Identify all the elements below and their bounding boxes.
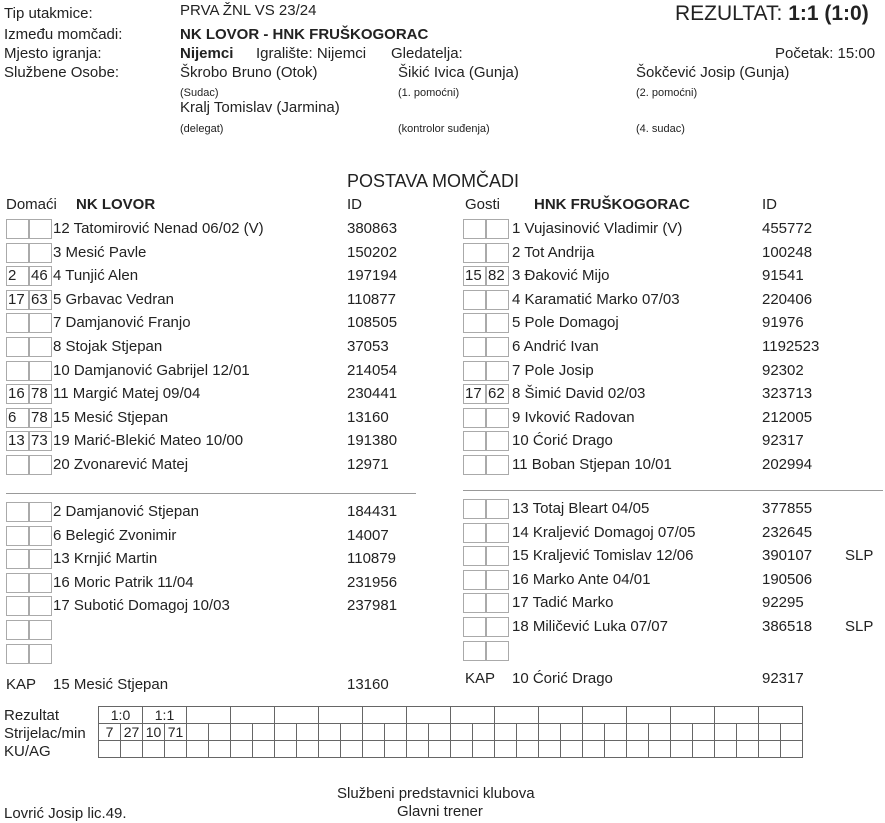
result-cell [319,707,363,724]
player-name: 16 Moric Patrik 11/04 [53,573,194,591]
sub-out-minute-box [29,573,52,593]
scorer-cell [385,724,407,741]
ku-ag-cell [781,741,803,758]
ku-ag-cell [99,741,121,758]
ku-ag-cell [627,741,649,758]
ku-ag-cell [539,741,561,758]
teams-value: NK LOVOR - HNK FRUŠKOGORAC [180,26,429,43]
official-role: (kontrolor suđenja) [398,123,490,135]
ku-ag-cell [363,741,385,758]
ku-ag-cell [583,741,605,758]
player-name: 14 Kraljević Domagoj 07/05 [512,523,696,541]
player-id: 1192523 [762,338,820,355]
player-name: 8 Stojak Stjepan [53,338,163,355]
home-captain-id: 13160 [347,676,389,693]
result-cell: 1:1 [143,707,187,724]
player-note: SLP [845,618,874,635]
sub-out-minute-box [486,337,509,357]
sub-in-minute-box [463,455,486,475]
result-cell [275,707,319,724]
scorer-cell [429,724,451,741]
sub-out-minute-box: 46 [29,266,52,286]
result-cell [407,707,451,724]
kickoff-time: Početak: 15:00 [775,45,876,62]
venue-label: Mjesto igranja: [4,45,102,62]
ku-ag-cell [121,741,143,758]
official-name: Šokčević Josip (Gunja) [636,64,790,81]
away-captain-name: 10 Ćorić Drago [512,670,613,687]
official-name: Kralj Tomislav (Jarmina) [180,99,340,116]
away-divider [463,490,883,491]
ku-ag-cell [693,741,715,758]
player-name: 17 Tadić Marko [512,594,614,612]
result-cell [627,707,671,724]
sub-in-minute-box [6,620,29,640]
ku-ag-cell [253,741,275,758]
player-name: 20 Zvonarević Matej [53,456,189,473]
scorer-cell [583,724,605,741]
sub-out-minute-box [486,455,509,475]
scorer-cell [275,724,297,741]
sub-in-minute-box [6,361,29,381]
player-id: 91541 [762,267,804,285]
sub-out-minute-box [486,219,509,239]
player-id: 197194 [347,267,398,285]
player-id: 14007 [347,526,389,544]
ku-ag-cell [561,741,583,758]
ku-ag-cell [231,741,253,758]
player-name: 10 Damjanović Gabrijel 12/01 [53,361,250,379]
player-id: 150202 [347,243,398,261]
player-id: 380863 [347,220,398,237]
sub-in-minute-box [463,641,486,661]
ku-ag-cell [165,741,187,758]
sub-out-minute-box [486,570,509,590]
scorer-cell [781,724,803,741]
result-cell [187,707,231,724]
result-header [675,2,869,26]
scorer-cell [319,724,341,741]
result-cell [539,707,583,724]
sub-in-minute-box [6,502,29,522]
player-id: 110879 [347,550,396,568]
sub-out-minute-box [486,290,509,310]
scorer-cell [231,724,253,741]
sub-in-minute-box [6,573,29,593]
sub-in-minute-box [6,243,29,263]
player-name: 16 Marko Ante 04/01 [512,570,651,588]
scorer-cell: 71 [165,724,187,741]
sub-in-minute-box [463,523,486,543]
sub-out-minute-box [486,361,509,381]
scorer-row-label: Strijelac/min [4,725,86,742]
sub-in-minute-box [463,313,486,333]
player-id: 108505 [347,314,398,332]
ku-ag-cell [737,741,759,758]
player-id: 100248 [762,243,813,261]
sub-out-minute-box [29,361,52,381]
sub-in-minute-box [463,593,486,613]
home-team-name: NK LOVOR [76,196,156,213]
sub-in-minute-box [6,596,29,616]
player-name: 19 Marić-Blekić Mateo 10/00 [53,432,244,450]
official-role: (Sudac) [180,87,219,99]
player-name: 5 Pole Domagoj [512,314,619,332]
player-name: 6 Andrić Ivan [512,338,599,355]
official-role: (4. sudac) [636,123,685,135]
result-cell [451,707,495,724]
scorer-cell: 7 [99,724,121,741]
ku-ag-cell [209,741,231,758]
scorer-cell [715,724,737,741]
player-id: 12971 [347,456,389,473]
result-cell [715,707,759,724]
result-cell [671,707,715,724]
home-captain-name: 15 Mesić Stjepan [53,676,169,693]
result-grid-row [99,724,803,741]
player-id: 110877 [347,290,396,308]
player-name: 17 Subotić Domagoj 10/03 [53,597,230,615]
scorer-cell: 27 [121,724,143,741]
scorer-cell [451,724,473,741]
player-name: 11 Boban Stjepan 10/01 [512,456,672,473]
result-row-label: Rezultat [4,707,60,724]
result-cell [759,707,803,724]
match-type-label: Tip utakmice: [4,5,93,22]
home-captain-label: KAP [6,676,37,693]
player-name: 3 Mesić Pavle [53,243,147,261]
sub-in-minute-box [6,526,29,546]
sub-out-minute-box [29,549,52,569]
sub-out-minute-box [29,644,52,664]
scorer-cell [627,724,649,741]
coach-name: Lovrić Josip lic.49. [4,805,127,822]
player-id: 232645 [762,523,813,541]
scorer-cell [297,724,319,741]
sub-out-minute-box [29,455,52,475]
home-side-label: Domaći [6,196,57,213]
scorer-cell [209,724,231,741]
sub-out-minute-box [486,546,509,566]
sub-in-minute-box: 17 [6,290,29,310]
pitch-value: Igralište: Nijemci [256,45,367,62]
scorer-cell [253,724,275,741]
venue-value: Nijemci [180,45,234,62]
sub-out-minute-box [29,526,52,546]
player-name: 13 Krnjić Martin [53,550,158,568]
player-id: 220406 [762,290,813,308]
ku-ag-row-label: KU/AG [4,743,51,760]
scorer-cell [473,724,495,741]
player-name: 13 Totaj Bleart 04/05 [512,500,650,517]
sub-in-minute-box [463,290,486,310]
scorer-cell [649,724,671,741]
ku-ag-cell [649,741,671,758]
sub-in-minute-box [463,337,486,357]
sub-out-minute-box [486,431,509,451]
away-side-label: Gosti [465,196,501,213]
sub-out-minute-box: 82 [486,266,509,286]
away-id-header: ID [762,196,777,213]
ku-ag-cell [297,741,319,758]
ku-ag-cell [451,741,473,758]
ku-ag-cell [319,741,341,758]
sub-in-minute-box [6,549,29,569]
spectators-label: Gledatelja: [391,45,463,62]
player-name: 6 Belegić Zvonimir [53,526,177,544]
away-captain-label: KAP [465,670,496,687]
ku-ag-cell [385,741,407,758]
scorer-cell [363,724,385,741]
result-cell [495,707,539,724]
scorer-cell [187,724,209,741]
sub-in-minute-box [463,431,486,451]
scorer-cell: 10 [143,724,165,741]
player-id: 91976 [762,314,804,332]
result-label: REZULTAT: [675,2,783,25]
player-name: 4 Tunjić Alen [53,267,139,285]
player-id: 92302 [762,361,804,379]
player-name: 3 Đaković Mijo [512,267,610,285]
player-id: 237981 [347,597,398,615]
ku-ag-cell [473,741,495,758]
scorer-cell [341,724,363,741]
sub-in-minute-box [463,219,486,239]
result-grid-row [99,707,803,724]
player-name: 15 Kraljević Tomislav 12/06 [512,547,694,565]
player-name: 12 Tatomirović Nenad 06/02 (V) [53,220,264,237]
player-name: 18 Miličević Luka 07/07 [512,618,668,635]
player-id: 377855 [762,500,813,517]
player-id: 455772 [762,220,813,237]
result-grid-row [99,741,803,758]
ku-ag-cell [715,741,737,758]
player-id: 323713 [762,385,813,403]
sub-out-minute-box: 63 [29,290,52,310]
sub-out-minute-box [29,219,52,239]
sub-in-minute-box [463,408,486,428]
player-id: 92317 [762,432,804,450]
player-name: 2 Tot Andrija [512,243,595,261]
result-cell [363,707,407,724]
player-id: 13160 [347,408,389,426]
sub-in-minute-box: 15 [463,266,486,286]
player-id: 390107 [762,547,813,565]
ku-ag-cell [275,741,297,758]
official-name: Škrobo Bruno (Otok) [180,64,318,81]
player-name: 2 Damjanović Stjepan [53,503,199,520]
player-name: 4 Karamatić Marko 07/03 [512,290,680,308]
sub-in-minute-box: 2 [6,266,29,286]
ku-ag-cell [605,741,627,758]
official-name: Šikić Ivica (Gunja) [398,64,519,81]
sub-out-minute-box [486,593,509,613]
player-name: 1 Vujasinović Vladimir (V) [512,220,683,237]
scorer-cell [407,724,429,741]
sub-in-minute-box [6,644,29,664]
sub-in-minute-box [6,313,29,333]
sub-in-minute-box [463,546,486,566]
club-representatives-label: Službeni predstavnici klubova [337,785,535,802]
ku-ag-cell [341,741,363,758]
officials-label: Službene Osobe: [4,64,120,81]
sub-out-minute-box [486,617,509,637]
player-id: 190506 [762,570,813,588]
sub-out-minute-box: 78 [29,384,52,404]
ku-ag-cell [495,741,517,758]
match-type-value: PRVA ŽNL VS 23/24 [180,2,317,19]
ku-ag-cell [671,741,693,758]
home-id-header: ID [347,196,362,213]
home-divider [6,493,416,494]
sub-in-minute-box [463,243,486,263]
ku-ag-cell [517,741,539,758]
lineup-title: POSTAVA MOMČADI [347,171,520,191]
player-name: 8 Šimić David 02/03 [512,385,646,403]
player-name: 9 Ivković Radovan [512,408,635,426]
sub-out-minute-box [29,620,52,640]
sub-out-minute-box [29,502,52,522]
player-id: 212005 [762,408,813,426]
player-name: 10 Ćorić Drago [512,432,613,450]
player-id: 92295 [762,594,804,612]
sub-out-minute-box [486,523,509,543]
sub-in-minute-box [6,337,29,357]
scorer-cell [737,724,759,741]
player-id: 386518 [762,618,813,635]
sub-out-minute-box [486,641,509,661]
head-coach-label: Glavni trener [397,803,483,820]
scorer-cell [693,724,715,741]
player-id: 231956 [347,573,398,591]
sub-out-minute-box [29,596,52,616]
scorer-cell [671,724,693,741]
ku-ag-cell [143,741,165,758]
player-name: 7 Damjanović Franjo [53,314,191,332]
scorer-cell [561,724,583,741]
sub-in-minute-box: 16 [6,384,29,404]
teams-label: Između momčadi: [4,26,123,43]
sub-in-minute-box [463,361,486,381]
result-grid [98,706,803,758]
player-id: 184431 [347,503,398,520]
player-name: 11 Margić Matej 09/04 [53,385,201,403]
sub-in-minute-box [463,617,486,637]
player-note: SLP [845,547,874,565]
sub-in-minute-box [6,455,29,475]
result-cell [583,707,627,724]
official-role: (delegat) [180,123,224,135]
sub-out-minute-box [486,313,509,333]
away-captain-id: 92317 [762,670,804,687]
sub-out-minute-box [29,313,52,333]
player-id: 214054 [347,361,398,379]
sub-in-minute-box: 13 [6,431,29,451]
ku-ag-cell [407,741,429,758]
sub-out-minute-box: 78 [29,408,52,428]
player-id: 37053 [347,338,389,355]
sub-out-minute-box [29,243,52,263]
player-name: 7 Pole Josip [512,361,594,379]
sub-out-minute-box [486,243,509,263]
result-value: 1:1 (1:0) [788,2,869,25]
ku-ag-cell [429,741,451,758]
scorer-cell [495,724,517,741]
sub-out-minute-box [486,408,509,428]
sub-in-minute-box [463,570,486,590]
sub-in-minute-box [463,499,486,519]
ku-ag-cell [187,741,209,758]
sub-in-minute-box: 6 [6,408,29,428]
player-id: 230441 [347,385,398,403]
ku-ag-cell [759,741,781,758]
sub-in-minute-box [6,219,29,239]
player-id: 191380 [347,432,398,450]
scorer-cell [605,724,627,741]
sub-out-minute-box [29,337,52,357]
scorer-cell [539,724,561,741]
result-cell [231,707,275,724]
player-name: 15 Mesić Stjepan [53,408,169,426]
away-team-name: HNK FRUŠKOGORAC [534,196,690,213]
official-role: (1. pomoćni) [398,87,460,99]
result-cell: 1:0 [99,707,143,724]
sub-out-minute-box: 73 [29,431,52,451]
scorer-cell [517,724,539,741]
sub-out-minute-box: 62 [486,384,509,404]
player-id: 202994 [762,456,813,473]
sub-out-minute-box [486,499,509,519]
player-name: 5 Grbavac Vedran [53,290,174,308]
scorer-cell [759,724,781,741]
sub-in-minute-box: 17 [463,384,486,404]
official-role: (2. pomoćni) [636,87,698,99]
